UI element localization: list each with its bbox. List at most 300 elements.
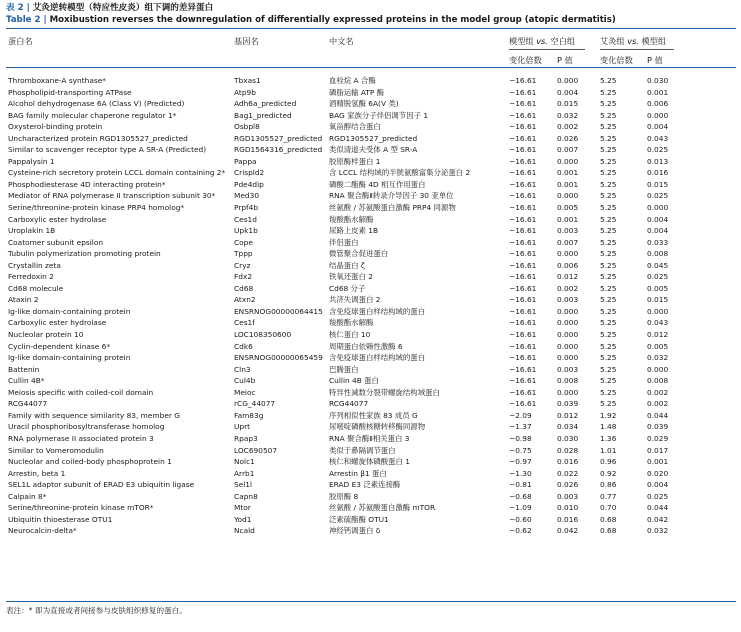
cell-p-value-moxa-vs-model: 0.017	[647, 445, 669, 455]
cell-fold-change-model-vs-blank: −1.37	[509, 422, 532, 432]
table-row	[6, 110, 736, 122]
cell-gene-name: RGD1305527_predicted	[234, 133, 323, 143]
cell-chinese-name: RNA 聚合酶Ⅱ转录介导因子 30 亚单位	[329, 191, 454, 201]
header-fold-change-2: 变化倍数	[600, 55, 633, 65]
cell-p-value-model-vs-blank: 0.000	[557, 341, 579, 351]
table-row	[6, 456, 736, 468]
cell-fold-change-model-vs-blank: −16.61	[509, 295, 537, 305]
cell-protein-name: Carboxylic ester hydrolase	[8, 318, 107, 328]
cell-chinese-name: 微管聚合促进蛋白	[329, 249, 389, 259]
cell-protein-name: Coatomer subunit epsilon	[8, 237, 104, 247]
cell-fold-change-moxa-vs-model: 1.48	[600, 422, 617, 432]
cell-fold-change-moxa-vs-model: 5.25	[600, 272, 617, 282]
cell-gene-name: ENSRNOG00000064415	[234, 306, 323, 316]
cell-p-value-moxa-vs-model: 0.032	[647, 526, 669, 536]
table-row	[6, 479, 736, 491]
table-row	[6, 525, 736, 537]
cell-gene-name: LOC108350600	[234, 330, 292, 340]
cell-p-value-moxa-vs-model: 0.004	[647, 122, 669, 132]
cell-gene-name: Sel1l	[234, 480, 253, 490]
cell-fold-change-model-vs-blank: −1.09	[509, 503, 532, 513]
cell-fold-change-model-vs-blank: −16.61	[509, 122, 537, 132]
header-p-value-2: P 值	[647, 55, 663, 65]
table-row	[6, 121, 736, 133]
cell-fold-change-moxa-vs-model: 5.25	[600, 145, 617, 155]
cell-chinese-name: 结晶蛋白 ζ	[329, 260, 365, 270]
cell-gene-name: Bag1_predicted	[234, 110, 292, 120]
cell-gene-name: Atxn2	[234, 295, 256, 305]
cell-p-value-moxa-vs-model: 0.006	[647, 99, 669, 109]
table-row	[6, 202, 736, 214]
cell-p-value-moxa-vs-model: 0.012	[647, 330, 669, 340]
cell-fold-change-moxa-vs-model: 0.68	[600, 514, 617, 524]
table-footnote: 表注：* 即为直接或者间接参与皮肤组织修复的蛋白。	[6, 606, 187, 615]
cell-protein-name: RNA polymerase II associated protein 3	[8, 433, 154, 443]
cell-p-value-moxa-vs-model: 0.008	[647, 376, 669, 386]
cell-p-value-moxa-vs-model: 0.000	[647, 306, 669, 316]
cell-fold-change-model-vs-blank: −0.98	[509, 433, 532, 443]
cell-gene-name: Capn8	[234, 491, 258, 501]
cell-p-value-moxa-vs-model: 0.025	[647, 272, 669, 282]
cell-gene-name: Tppp	[234, 249, 253, 259]
cell-p-value-model-vs-blank: 0.003	[557, 364, 579, 374]
cell-fold-change-moxa-vs-model: 5.25	[600, 237, 617, 247]
cell-gene-name: Adh6a_predicted	[234, 99, 297, 109]
caption-separator: |	[26, 3, 30, 13]
cell-chinese-name: RCG44077	[329, 399, 369, 409]
cell-chinese-name: 类似清道夫受体 A 型 SR-A	[329, 145, 418, 155]
cell-protein-name: BAG family molecular chaperone regulator 1*	[8, 110, 177, 120]
cell-chinese-name: RGD1305527_predicted	[329, 133, 418, 143]
cell-p-value-moxa-vs-model: 0.020	[647, 468, 669, 478]
cell-fold-change-model-vs-blank: −16.61	[509, 87, 537, 97]
cell-chinese-name: 含免疫球蛋白样结构域的蛋白	[329, 306, 426, 316]
cell-p-value-model-vs-blank: 0.010	[557, 503, 579, 513]
cell-chinese-name: 丝氨酸 / 苏氨酸蛋白激酶 PRP4 同源物	[329, 203, 456, 213]
cell-p-value-moxa-vs-model: 0.042	[647, 514, 669, 524]
cell-fold-change-model-vs-blank: −0.97	[509, 457, 532, 467]
cell-fold-change-moxa-vs-model: 5.25	[600, 318, 617, 328]
cell-chinese-name: 铁氧还蛋白 2	[329, 272, 374, 282]
table-top-rule	[6, 28, 736, 29]
cell-p-value-model-vs-blank: 0.012	[557, 410, 579, 420]
cell-fold-change-moxa-vs-model: 5.25	[600, 249, 617, 259]
cell-fold-change-moxa-vs-model: 5.25	[600, 330, 617, 340]
cell-fold-change-model-vs-blank: −16.61	[509, 330, 537, 340]
cell-gene-name: Tbxas1	[234, 76, 261, 85]
cell-chinese-name: 核仁和螺旋体磷酸蛋白 1	[329, 457, 410, 467]
cell-p-value-model-vs-blank: 0.039	[557, 399, 579, 409]
table-row	[6, 271, 736, 283]
cell-gene-name: Cln3	[234, 364, 251, 374]
cell-fold-change-model-vs-blank: −16.61	[509, 364, 537, 374]
cell-p-value-model-vs-blank: 0.026	[557, 480, 579, 490]
table-header-rule	[6, 67, 736, 68]
cell-protein-name: Carboxylic ester hydrolase	[8, 214, 107, 224]
cell-p-value-moxa-vs-model: 0.015	[647, 179, 669, 189]
cell-p-value-model-vs-blank: 0.016	[557, 457, 579, 467]
cell-p-value-model-vs-blank: 0.012	[557, 272, 579, 282]
header-protein-name: 蛋白名	[8, 36, 33, 46]
cell-chinese-name: 巴腾蛋白	[329, 364, 359, 374]
table-row	[6, 133, 736, 145]
table-row	[6, 225, 736, 237]
cell-gene-name: Arrb1	[234, 468, 255, 478]
cell-p-value-moxa-vs-model: 0.000	[647, 110, 669, 120]
cell-fold-change-model-vs-blank: −16.61	[509, 191, 537, 201]
group1-subrule	[509, 49, 585, 50]
cell-chinese-name: 神经钙调蛋白 δ	[329, 526, 381, 536]
table-body	[6, 75, 736, 537]
cell-protein-name: Oxysterol-binding protein	[8, 122, 103, 132]
cell-p-value-moxa-vs-model: 0.004	[647, 214, 669, 224]
cell-fold-change-model-vs-blank: −0.75	[509, 445, 532, 455]
cell-chinese-name: 泛素硫酯酶 OTU1	[329, 514, 389, 524]
table-row	[6, 433, 736, 445]
cell-p-value-moxa-vs-model: 0.000	[647, 364, 669, 374]
cell-gene-name: Prpf4b	[234, 203, 259, 213]
cell-gene-name: Fam83g	[234, 410, 264, 420]
cell-chinese-name: Cullin 4B 蛋白	[329, 376, 379, 386]
cell-chinese-name: 特异性减数分裂带螺旋结构域蛋白	[329, 387, 440, 397]
cell-fold-change-moxa-vs-model: 5.25	[600, 283, 617, 293]
cell-fold-change-moxa-vs-model: 5.25	[600, 295, 617, 305]
cell-gene-name: ENSRNOG00000065459	[234, 353, 323, 363]
cell-gene-name: Upk1b	[234, 226, 258, 236]
cell-fold-change-moxa-vs-model: 0.68	[600, 526, 617, 536]
caption-separator: |	[43, 15, 47, 25]
cell-p-value-model-vs-blank: 0.003	[557, 226, 579, 236]
cell-protein-name: Cd68 molecule	[8, 283, 64, 293]
table-row	[6, 341, 736, 353]
cell-p-value-model-vs-blank: 0.000	[557, 387, 579, 397]
cell-protein-name: Arrestin, beta 1	[8, 468, 66, 478]
cell-protein-name: Battenin	[8, 364, 40, 374]
cell-p-value-model-vs-blank: 0.022	[557, 468, 579, 478]
cell-chinese-name: 磷脂运输 ATP 酶	[329, 87, 385, 97]
header-group1-pre: 模型组	[509, 36, 534, 46]
cell-fold-change-model-vs-blank: −16.61	[509, 387, 537, 397]
cell-gene-name: Cryz	[234, 260, 251, 270]
cell-protein-name: Ig-like domain-containing protein	[8, 353, 131, 363]
cell-gene-name: Cd68	[234, 283, 254, 293]
cell-chinese-name: 尿嘧啶磷酸核糖转移酶同源物	[329, 422, 426, 432]
cell-protein-name: Thromboxane-A synthase*	[8, 76, 106, 85]
cell-p-value-model-vs-blank: 0.001	[557, 214, 579, 224]
cell-protein-name: Nucleolar and coiled-body phosphoprotein 1	[8, 457, 172, 467]
cell-p-value-moxa-vs-model: 0.033	[647, 237, 669, 247]
cell-fold-change-moxa-vs-model: 0.86	[600, 480, 617, 490]
cell-gene-name: Pde4dip	[234, 179, 264, 189]
cell-p-value-model-vs-blank: 0.001	[557, 168, 579, 178]
cell-p-value-model-vs-blank: 0.030	[557, 433, 579, 443]
cell-protein-name: Nucleolar protein 10	[8, 330, 84, 340]
cell-protein-name: Ubiquitin thioesterase OTU1	[8, 514, 113, 524]
cell-protein-name: Serine/threonine-protein kinase PRP4 homolog*	[8, 203, 185, 213]
cell-chinese-name: 类似于鼻隔调节蛋白	[329, 445, 396, 455]
cell-fold-change-model-vs-blank: −16.61	[509, 272, 537, 282]
table-row	[6, 294, 736, 306]
cell-protein-name: Uroplakin 1B	[8, 226, 56, 236]
cell-gene-name: Cdk6	[234, 341, 253, 351]
cell-protein-name: Cysteine-rich secretory protein LCCL domain containing 2*	[8, 168, 226, 178]
cell-p-value-model-vs-blank: 0.026	[557, 133, 579, 143]
cell-protein-name: Phospholipid-transporting ATPase	[8, 87, 132, 97]
cell-fold-change-model-vs-blank: −16.61	[509, 260, 537, 270]
cell-chinese-name: 含 LCCL 结构域的半胱氨酸富集分泌蛋白 2	[329, 168, 471, 178]
cell-chinese-name: ERAD E3 泛素连接酶	[329, 480, 401, 490]
cell-fold-change-model-vs-blank: −0.60	[509, 514, 532, 524]
cell-fold-change-moxa-vs-model: 5.25	[600, 353, 617, 363]
table-row	[6, 375, 736, 387]
cell-fold-change-moxa-vs-model: 5.25	[600, 387, 617, 397]
header-group2-post: 模型组	[641, 36, 667, 46]
cell-fold-change-moxa-vs-model: 5.25	[600, 156, 617, 166]
caption-en	[6, 14, 736, 26]
cell-fold-change-moxa-vs-model: 5.25	[600, 99, 617, 109]
cell-fold-change-moxa-vs-model: 0.92	[600, 468, 617, 478]
cell-chinese-name: 丝氨酸 / 苏氨酸蛋白激酶 mTOR	[329, 503, 436, 513]
cell-fold-change-moxa-vs-model: 5.25	[600, 376, 617, 386]
cell-fold-change-model-vs-blank: −16.61	[509, 214, 537, 224]
cell-gene-name: Atp9b	[234, 87, 256, 97]
cell-gene-name: Crispld2	[234, 168, 265, 178]
cell-fold-change-model-vs-blank: −16.61	[509, 376, 537, 386]
cell-protein-name: Alcohol dehydrogenase 6A (Class V) (Predicted)	[8, 99, 185, 109]
cell-fold-change-model-vs-blank: −16.61	[509, 318, 537, 328]
cell-fold-change-moxa-vs-model: 5.25	[600, 191, 617, 201]
cell-fold-change-moxa-vs-model: 1.01	[600, 445, 617, 455]
table-row	[6, 468, 736, 480]
cell-protein-name: Neurocalcin-delta*	[8, 526, 77, 536]
cell-fold-change-moxa-vs-model: 5.25	[600, 87, 617, 97]
cell-fold-change-moxa-vs-model: 1.92	[600, 410, 617, 420]
cell-fold-change-moxa-vs-model: 5.25	[600, 168, 617, 178]
table-row	[6, 75, 736, 87]
cell-fold-change-model-vs-blank: −2.09	[509, 410, 532, 420]
header-group1	[509, 36, 575, 47]
cell-chinese-name: 含免疫球蛋白样结构域的蛋白	[329, 353, 426, 363]
table-row	[6, 248, 736, 260]
caption-label-en: Table 2	[6, 15, 41, 25]
cell-p-value-moxa-vs-model: 0.025	[647, 145, 669, 155]
cell-fold-change-model-vs-blank: −16.61	[509, 237, 537, 247]
cell-chinese-name: 共济失调蛋白 2	[329, 295, 381, 305]
cell-p-value-moxa-vs-model: 0.039	[647, 422, 669, 432]
header-group2-pre: 艾灸组	[600, 36, 625, 46]
cell-fold-change-model-vs-blank: −16.61	[509, 203, 537, 213]
cell-protein-name: Calpain 8*	[8, 491, 47, 501]
cell-protein-name: RCG44077	[8, 399, 48, 409]
cell-protein-name: Ataxin 2	[8, 295, 39, 305]
cell-fold-change-model-vs-blank: −16.61	[509, 226, 537, 236]
cell-p-value-moxa-vs-model: 0.015	[647, 295, 669, 305]
cell-p-value-moxa-vs-model: 0.016	[647, 168, 669, 178]
cell-fold-change-model-vs-blank: −16.61	[509, 179, 537, 189]
cell-p-value-moxa-vs-model: 0.008	[647, 249, 669, 259]
cell-p-value-moxa-vs-model: 0.045	[647, 260, 669, 270]
table-row	[6, 179, 736, 191]
cell-fold-change-moxa-vs-model: 5.25	[600, 133, 617, 143]
cell-p-value-model-vs-blank: 0.000	[557, 353, 579, 363]
cell-gene-name: Meioc	[234, 387, 256, 397]
cell-p-value-model-vs-blank: 0.034	[557, 422, 579, 432]
caption-title-cn: 艾灸逆转模型（特应性皮炎）组下调的差异蛋白	[32, 3, 214, 13]
table-row	[6, 387, 736, 399]
cell-protein-name: Mediator of RNA polymerase II transcription subunit 30*	[8, 191, 216, 201]
header-group1-post: 空白组	[550, 36, 576, 46]
cell-p-value-model-vs-blank: 0.004	[557, 87, 579, 97]
cell-fold-change-model-vs-blank: −16.61	[509, 133, 537, 143]
table-row	[6, 329, 736, 341]
table-row	[6, 514, 736, 526]
cell-chinese-name: Arrestin β1 蛋白	[329, 468, 387, 478]
cell-fold-change-moxa-vs-model: 5.25	[600, 306, 617, 316]
cell-p-value-moxa-vs-model: 0.043	[647, 318, 669, 328]
cell-fold-change-moxa-vs-model: 5.25	[600, 76, 617, 85]
table-row	[6, 98, 736, 110]
cell-chinese-name: 羧酸酯水解酶	[329, 214, 374, 224]
cell-fold-change-model-vs-blank: −16.61	[509, 341, 537, 351]
cell-fold-change-model-vs-blank: −16.61	[509, 99, 537, 109]
cell-gene-name: Mtor	[234, 503, 251, 513]
cell-p-value-model-vs-blank: 0.003	[557, 295, 579, 305]
cell-p-value-model-vs-blank: 0.032	[557, 110, 579, 120]
table-row	[6, 410, 736, 422]
cell-chinese-name: RNA 聚合酶Ⅱ相关蛋白 3	[329, 433, 410, 443]
header-fold-change-1: 变化倍数	[509, 55, 542, 65]
cell-p-value-model-vs-blank: 0.003	[557, 491, 579, 501]
cell-p-value-model-vs-blank: 0.002	[557, 283, 579, 293]
cell-p-value-model-vs-blank: 0.000	[557, 76, 579, 85]
header-group2-vs: vs.	[627, 36, 639, 46]
cell-fold-change-model-vs-blank: −1.30	[509, 468, 532, 478]
cell-protein-name: Ig-like domain-containing protein	[8, 306, 131, 316]
cell-chinese-name: 氧甾醇结合蛋白	[329, 122, 381, 132]
cell-protein-name: Uncharacterized protein RGD1305527_predicted	[8, 133, 188, 143]
cell-p-value-model-vs-blank: 0.007	[557, 145, 579, 155]
cell-protein-name: Crystallin zeta	[8, 260, 61, 270]
cell-p-value-moxa-vs-model: 0.001	[647, 87, 669, 97]
table-row	[6, 306, 736, 318]
table-row	[6, 260, 736, 272]
cell-fold-change-model-vs-blank: −0.81	[509, 480, 532, 490]
cell-p-value-model-vs-blank: 0.015	[557, 99, 579, 109]
cell-gene-name: Cul4b	[234, 376, 256, 386]
cell-p-value-model-vs-blank: 0.006	[557, 260, 579, 270]
cell-chinese-name: 序列相似性家族 83 成员 G	[329, 410, 418, 420]
cell-chinese-name: 尿路上皮素 1B	[329, 226, 379, 236]
cell-fold-change-moxa-vs-model: 0.70	[600, 503, 617, 513]
cell-fold-change-model-vs-blank: −16.61	[509, 353, 537, 363]
cell-gene-name: rCG_44077	[234, 399, 276, 409]
cell-p-value-model-vs-blank: 0.028	[557, 445, 579, 455]
cell-protein-name: Tubulin polymerization promoting protein	[8, 249, 161, 259]
header-p-value-1: P 值	[557, 55, 573, 65]
cell-fold-change-moxa-vs-model: 5.25	[600, 364, 617, 374]
table-row	[6, 283, 736, 295]
cell-chinese-name: 磷酸二酯酶 4D 相互作用蛋白	[329, 179, 426, 189]
cell-p-value-moxa-vs-model: 0.032	[647, 353, 669, 363]
cell-protein-name: Similar to scavenger receptor type A SR-A (Predicted)	[8, 145, 207, 155]
cell-fold-change-model-vs-blank: −16.61	[509, 249, 537, 259]
cell-fold-change-moxa-vs-model: 5.25	[600, 341, 617, 351]
cell-p-value-model-vs-blank: 0.008	[557, 376, 579, 386]
cell-p-value-moxa-vs-model: 0.002	[647, 387, 669, 397]
caption-label-cn: 表 2	[6, 3, 24, 13]
cell-fold-change-model-vs-blank: −16.61	[509, 399, 537, 409]
cell-protein-name: Family with sequence similarity 83, member G	[8, 410, 180, 420]
cell-p-value-moxa-vs-model: 0.004	[647, 226, 669, 236]
cell-p-value-moxa-vs-model: 0.001	[647, 457, 669, 467]
cell-p-value-moxa-vs-model: 0.044	[647, 410, 669, 420]
cell-p-value-moxa-vs-model: 0.025	[647, 191, 669, 201]
cell-p-value-model-vs-blank: 0.000	[557, 306, 579, 316]
cell-p-value-model-vs-blank: 0.002	[557, 122, 579, 132]
cell-fold-change-model-vs-blank: −16.61	[509, 76, 537, 85]
table-row	[6, 87, 736, 99]
cell-fold-change-model-vs-blank: −0.68	[509, 491, 532, 501]
cell-p-value-moxa-vs-model: 0.000	[647, 203, 669, 213]
cell-p-value-model-vs-blank: 0.001	[557, 179, 579, 189]
cell-chinese-name: Cd68 分子	[329, 283, 366, 293]
cell-chinese-name: BAG 家族分子伴侣调节因子 1	[329, 110, 429, 120]
cell-chinese-name: 胶原酶 8	[329, 491, 359, 501]
cell-chinese-name: 伴侣蛋白	[329, 237, 359, 247]
cell-protein-name: Similar to Vomeromodulin	[8, 445, 104, 455]
cell-p-value-model-vs-blank: 0.007	[557, 237, 579, 247]
header-gene-name: 基因名	[234, 36, 259, 46]
cell-gene-name: Cope	[234, 237, 253, 247]
table-row	[6, 364, 736, 376]
caption-title-en: Moxibustion reverses the downregulation of differentially expressed proteins in the model group (atopic dermatitis)	[49, 15, 616, 25]
cell-protein-name: Uracil phosphoribosyltransferase homolog	[8, 422, 165, 432]
group2-subrule	[600, 49, 674, 50]
cell-p-value-model-vs-blank: 0.042	[557, 526, 579, 536]
cell-gene-name: Uprt	[234, 422, 251, 432]
cell-p-value-moxa-vs-model: 0.029	[647, 433, 669, 443]
cell-fold-change-moxa-vs-model: 5.25	[600, 110, 617, 120]
table-row	[6, 237, 736, 249]
cell-gene-name: RGD1564316_predicted	[234, 145, 323, 155]
cell-p-value-moxa-vs-model: 0.005	[647, 283, 669, 293]
cell-p-value-moxa-vs-model: 0.043	[647, 133, 669, 143]
cell-fold-change-model-vs-blank: −16.61	[509, 306, 537, 316]
table-row	[6, 317, 736, 329]
table-bottom-rule	[6, 601, 736, 602]
cell-p-value-moxa-vs-model: 0.025	[647, 491, 669, 501]
cell-protein-name: SEL1L adaptor subunit of ERAD E3 ubiquitin ligase	[8, 480, 195, 490]
cell-p-value-moxa-vs-model: 0.030	[647, 76, 669, 85]
cell-fold-change-moxa-vs-model: 5.25	[600, 122, 617, 132]
cell-chinese-name: 酒精脱氢酶 6A(V 类)	[329, 99, 399, 109]
cell-fold-change-model-vs-blank: −16.61	[509, 110, 537, 120]
cell-fold-change-moxa-vs-model: 5.25	[600, 179, 617, 189]
cell-gene-name: LOC690507	[234, 445, 278, 455]
cell-fold-change-model-vs-blank: −16.61	[509, 156, 537, 166]
table-row	[6, 156, 736, 168]
cell-chinese-name: 核仁蛋白 10	[329, 330, 371, 340]
cell-protein-name: Serine/threonine-protein kinase mTOR*	[8, 503, 154, 513]
cell-protein-name: Cullin 4B*	[8, 376, 45, 386]
cell-fold-change-moxa-vs-model: 5.25	[600, 399, 617, 409]
cell-fold-change-model-vs-blank: −16.61	[509, 168, 537, 178]
cell-fold-change-moxa-vs-model: 5.25	[600, 203, 617, 213]
table-row	[6, 398, 736, 410]
cell-gene-name: Med30	[234, 191, 260, 201]
table-row	[6, 491, 736, 503]
table-row	[6, 502, 736, 514]
